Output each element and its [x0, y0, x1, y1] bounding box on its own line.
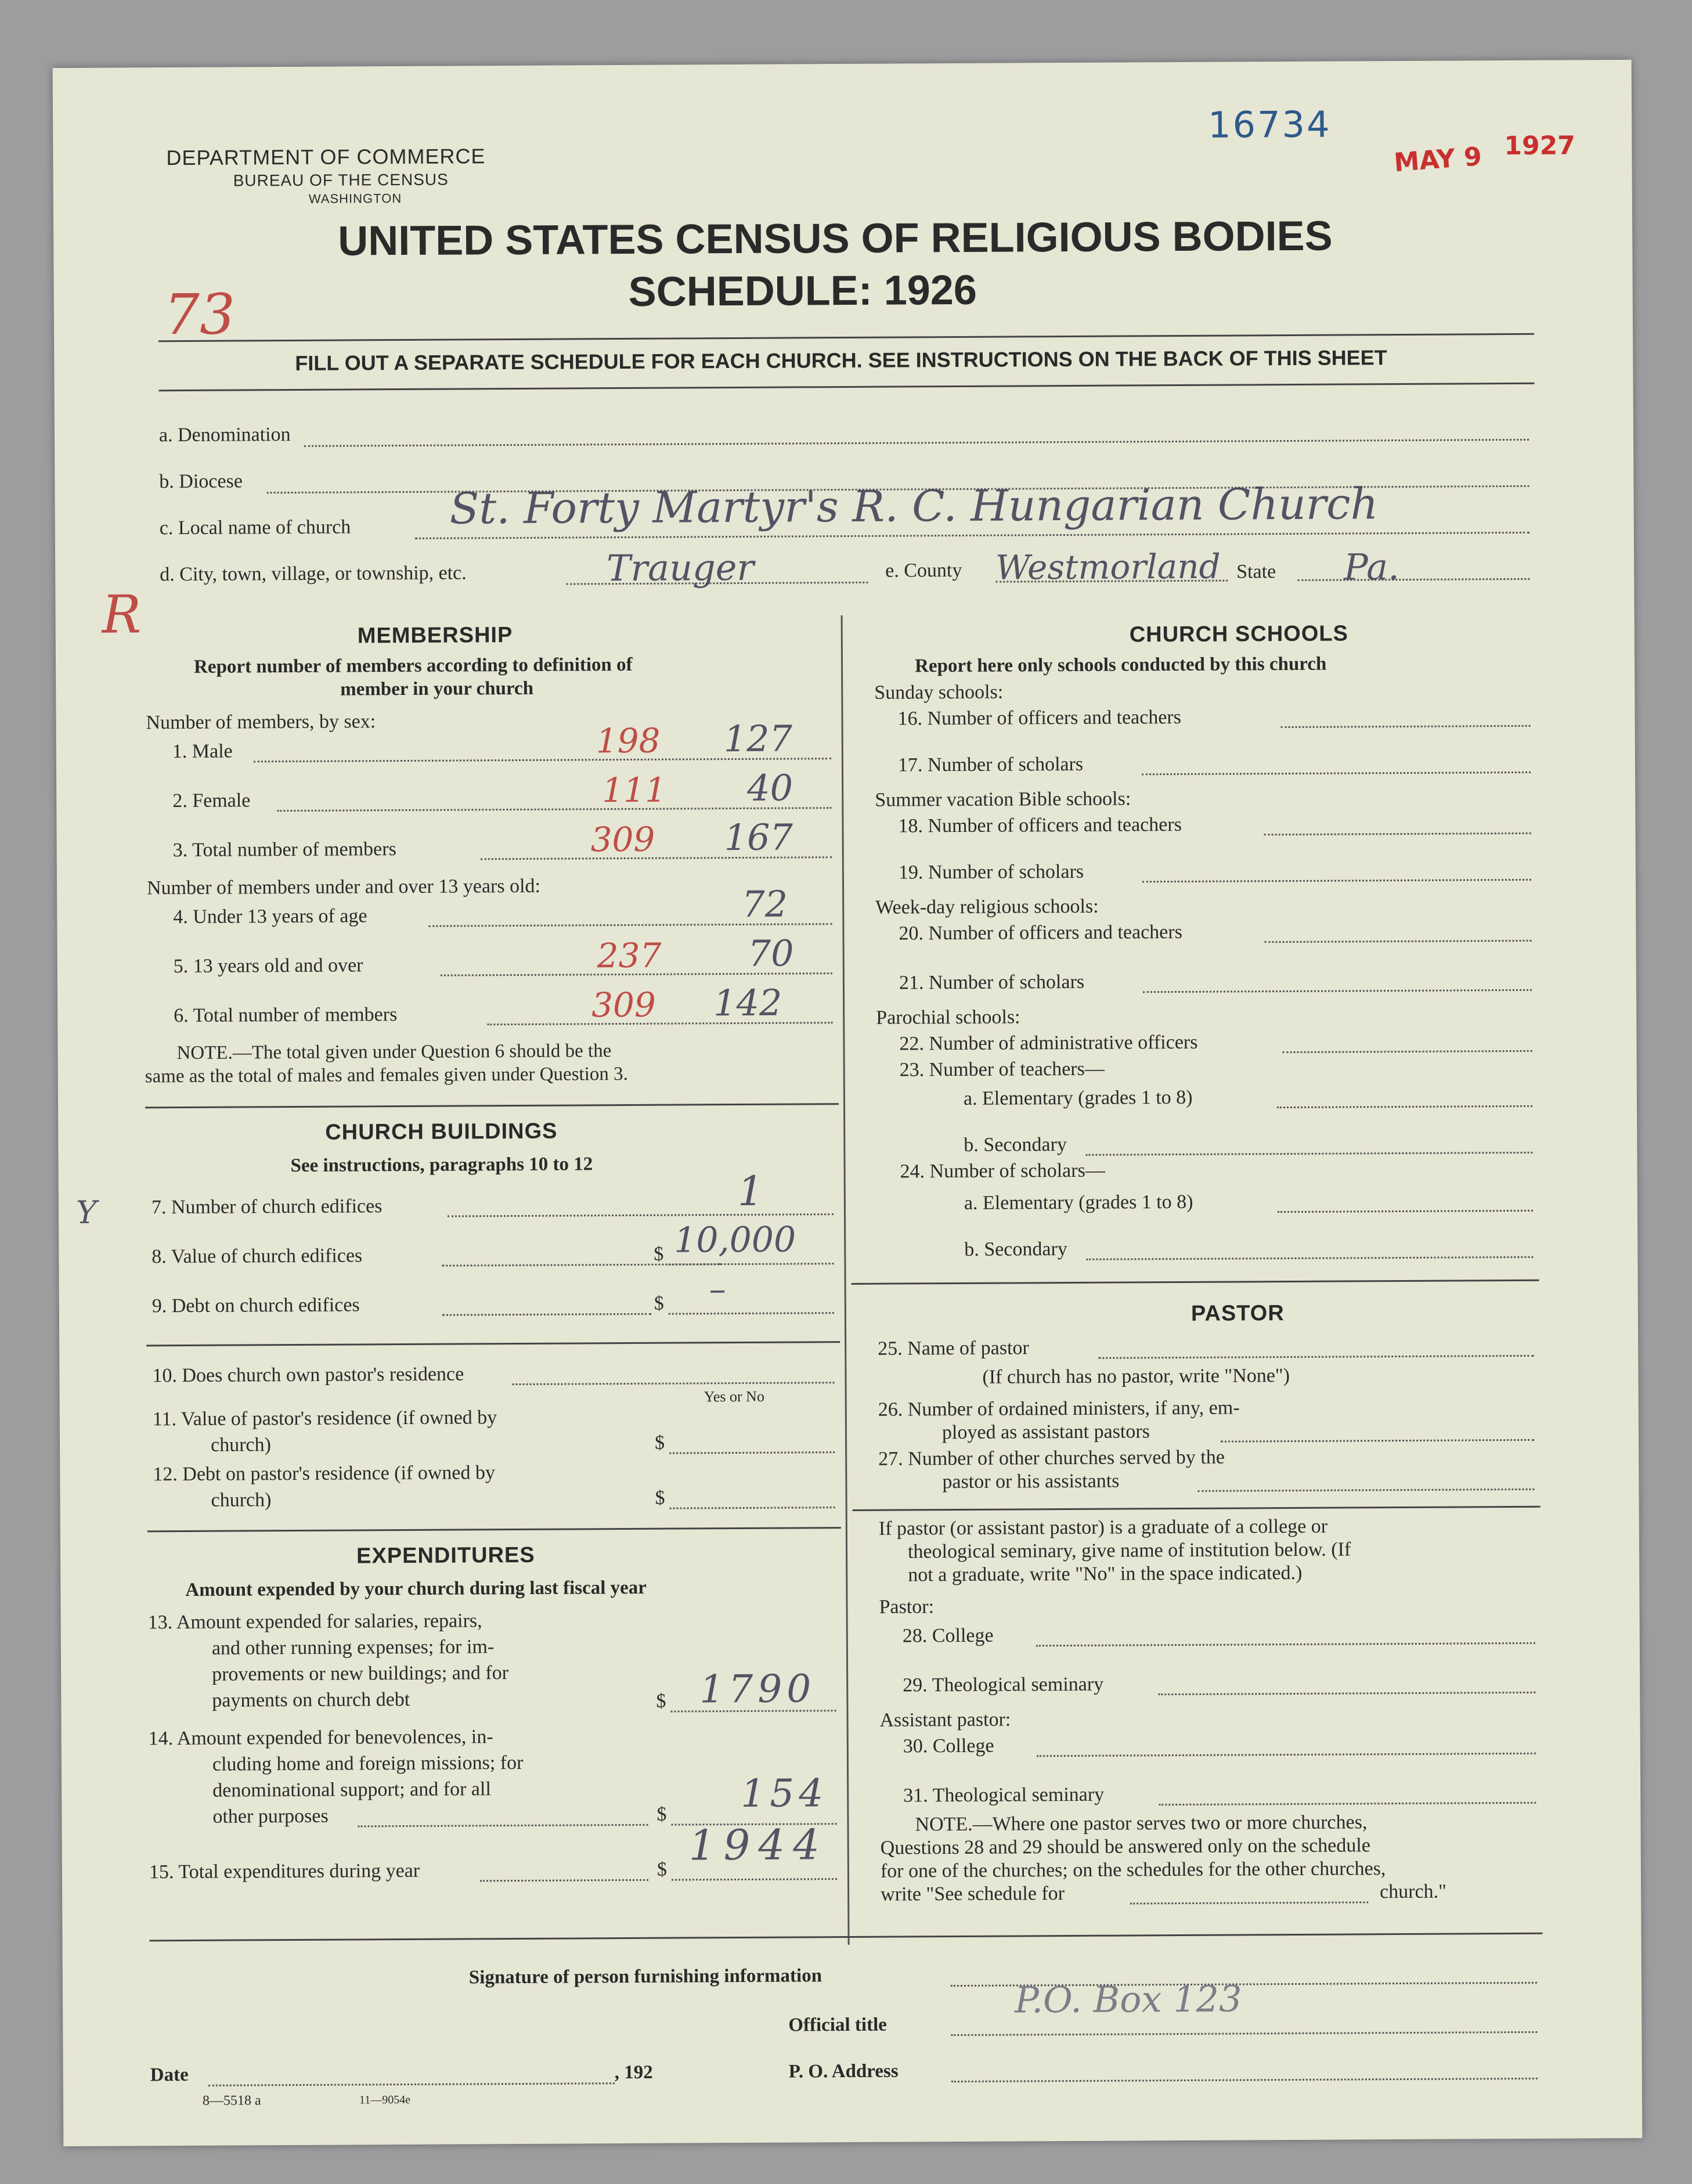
q2-label: 2. Female — [172, 790, 251, 812]
q18-field[interactable] — [1264, 832, 1531, 835]
q23a-field[interactable] — [1277, 1105, 1532, 1108]
q13-value: 1790 — [699, 1666, 816, 1712]
q7-value: 1 — [737, 1167, 764, 1215]
serial-number: 16734 — [1207, 103, 1332, 146]
census-form — [53, 60, 1643, 2146]
q26-label-2: ployed as assistant pastors — [941, 1421, 1150, 1444]
county-label: e. County — [885, 559, 962, 582]
q10-field[interactable] — [513, 1382, 835, 1385]
schools-subtitle: Report here only schools conducted by this church — [914, 653, 1327, 677]
q29-label: 29. Theological seminary — [903, 1673, 1104, 1696]
q23b-label: b. Secondary — [964, 1134, 1067, 1156]
state-value: Pa. — [1343, 546, 1399, 589]
q30-field[interactable] — [1037, 1753, 1536, 1757]
q24b-label: b. Secondary — [964, 1238, 1067, 1260]
margin-mark: 73 — [164, 282, 236, 348]
q3-red-value: 309 — [590, 819, 655, 860]
q6-red-value: 309 — [591, 985, 656, 1025]
q13-label-2: and other running expenses; for im- — [211, 1636, 495, 1659]
expenditures-subtitle: Amount expended by your church during last fiscal year — [185, 1577, 647, 1601]
by-age-label: Number of members under and over 13 years old: — [146, 875, 541, 899]
q24-label: 24. Number of scholars— — [900, 1159, 1105, 1183]
q1-ink-value: 127 — [723, 717, 793, 761]
q20-field[interactable] — [1265, 940, 1532, 943]
q6-ink-value: 142 — [713, 981, 782, 1025]
q24a-label: a. Elementary (grades 1 to 8) — [964, 1191, 1193, 1214]
official-title-field[interactable] — [951, 2031, 1537, 2036]
q9-dollar: $ — [654, 1292, 664, 1314]
see-schedule-field[interactable] — [1130, 1901, 1368, 1904]
q5-red-value: 237 — [597, 935, 662, 976]
q13-label-1: 13. Amount expended for salaries, repairs, — [147, 1610, 482, 1634]
q22-label: 22. Number of administrative officers — [899, 1031, 1198, 1055]
q4-label: 4. Under 13 years of age — [173, 905, 367, 928]
q13-dollar: $ — [656, 1690, 666, 1712]
q27-label-1: 27. Number of other churches served by the — [878, 1446, 1225, 1470]
q1-label: 1. Male — [172, 740, 233, 763]
q28-field[interactable] — [1036, 1642, 1535, 1647]
grad-note-3: not a graduate, write "No" in the space indicated.) — [908, 1562, 1303, 1586]
q14-label-4: other purposes — [212, 1805, 329, 1828]
q8-field[interactable] — [668, 1263, 834, 1265]
q12-dollar: $ — [655, 1487, 665, 1509]
q15-field[interactable] — [672, 1878, 837, 1880]
q14-label-3: denominational support; and for all — [212, 1778, 491, 1801]
state-label: State — [1236, 561, 1276, 583]
schools-title: CHURCH SCHOOLS — [1129, 621, 1349, 647]
buildings-subtitle: See instructions, paragraphs 10 to 12 — [290, 1154, 593, 1177]
q13-label-4: payments on church debt — [212, 1688, 410, 1711]
form-schedule: SCHEDULE: 1926 — [628, 266, 977, 315]
q26-field[interactable] — [1221, 1439, 1534, 1443]
grad-note-1: If pastor (or assistant pastor) is a graduate of a college or — [878, 1515, 1328, 1540]
q26-label-1: 26. Number of ordained ministers, if any, em- — [878, 1397, 1240, 1421]
q23b-field[interactable] — [1085, 1152, 1532, 1156]
q22-field[interactable] — [1283, 1050, 1532, 1053]
summer-schools-label: Summer vacation Bible schools: — [875, 788, 1131, 811]
q9-field[interactable] — [669, 1312, 834, 1314]
q23-label: 23. Number of teachers— — [899, 1058, 1105, 1081]
q11-label-1: 11. Value of pastor's residence (if owned by — [152, 1407, 497, 1430]
official-title-value: P.O. Box 123 — [1014, 1977, 1242, 2021]
expenditures-title: EXPENDITURES — [356, 1543, 535, 1569]
q27-field[interactable] — [1197, 1489, 1534, 1492]
membership-note-2: same as the total of males and females given under Question 3. — [145, 1063, 628, 1087]
q10-label: 10. Does church own pastor's residence — [152, 1363, 464, 1387]
q28-label: 28. College — [902, 1624, 994, 1647]
state-field[interactable] — [1297, 578, 1529, 581]
q7-label: 7. Number of church edifices — [151, 1195, 383, 1219]
q24b-field[interactable] — [1086, 1256, 1533, 1260]
signature-label: Signature of person furnishing information — [468, 1965, 822, 1988]
q5-ink-value: 70 — [748, 932, 794, 975]
q14-dots — [358, 1824, 648, 1828]
pastor-note-5: church." — [1380, 1880, 1447, 1903]
q5-label: 5. 13 years old and over — [173, 954, 363, 978]
weekday-schools-label: Week-day religious schools: — [875, 895, 1099, 918]
date-stamp-year: 1927 — [1504, 131, 1575, 161]
date-stamp: MAY 9 — [1392, 142, 1483, 178]
pastor-title: PASTOR — [1190, 1301, 1285, 1326]
q12-label-2: church) — [211, 1489, 272, 1511]
q4-ink-value: 72 — [742, 882, 788, 925]
bureau-label: BUREAU OF THE CENSUS — [233, 170, 449, 190]
q11-label-2: church) — [210, 1434, 271, 1456]
q11-dollar: $ — [654, 1432, 665, 1454]
q25-field[interactable] — [1098, 1355, 1534, 1359]
q21-label: 21. Number of scholars — [899, 971, 1085, 994]
form-number: 8—5518 a — [202, 2093, 261, 2109]
q16-field[interactable] — [1281, 725, 1531, 728]
membership-subtitle-2: member in your church — [340, 677, 534, 700]
q30-label: 30. College — [903, 1735, 994, 1757]
city-label: WASHINGTON — [308, 190, 402, 206]
q19-field[interactable] — [1142, 879, 1531, 883]
q15-dollar: $ — [656, 1858, 668, 1880]
q2-ink-value: 40 — [746, 766, 793, 809]
q15-label: 15. Total expenditures during year — [149, 1859, 420, 1883]
q7-field[interactable] — [448, 1213, 834, 1217]
official-title-label: Official title — [788, 2014, 887, 2036]
membership-title: MEMBERSHIP — [357, 623, 513, 648]
pastor-note-4: write "See schedule for — [881, 1883, 1065, 1905]
form-title: UNITED STATES CENSUS OF RELIGIOUS BODIES — [338, 212, 1333, 265]
q29-field[interactable] — [1158, 1692, 1535, 1695]
buildings-title: CHURCH BUILDINGS — [325, 1119, 558, 1145]
date-year-label: , 192 — [614, 2062, 653, 2084]
church-name-value: St. Forty Martyr's R. C. Hungarian Church — [449, 479, 1379, 534]
q13-label-3: provements or new buildings; and for — [212, 1662, 509, 1685]
q14-dollar: $ — [656, 1803, 667, 1825]
q24a-field[interactable] — [1278, 1210, 1533, 1213]
q9-dots — [442, 1313, 651, 1316]
q8-dollar: $ — [654, 1243, 664, 1265]
grad-note-2: theological seminary, give name of institution below. (If — [907, 1538, 1351, 1563]
print-number: 11—9054e — [359, 2093, 411, 2107]
q25-label: 25. Name of pastor — [878, 1337, 1029, 1360]
q21-field[interactable] — [1143, 989, 1532, 993]
q15-value: 1944 — [688, 1820, 828, 1870]
q9-value: – — [709, 1269, 726, 1309]
county-value: Westmorland — [995, 546, 1221, 588]
q1-red-value: 198 — [596, 720, 661, 761]
po-address-field[interactable] — [951, 2078, 1538, 2082]
sunday-schools-label: Sunday schools: — [874, 681, 1004, 704]
yes-no-hint: Yes or No — [704, 1387, 765, 1405]
q17-field[interactable] — [1142, 772, 1531, 776]
date-field[interactable] — [208, 2082, 615, 2086]
q18-label: 18. Number of officers and teachers — [898, 813, 1182, 837]
date-label: Date — [150, 2064, 189, 2086]
po-address-label: P. O. Address — [788, 2060, 899, 2082]
form-instruction: FILL OUT A SEPARATE SCHEDULE FOR EACH CHURCH. SEE INSTRUCTIONS ON THE BACK OF THIS SHEET — [295, 345, 1387, 375]
pastor-note-2: Questions 28 and 29 should be answered only on the schedule — [880, 1835, 1370, 1859]
diocese-label: b. Diocese — [159, 470, 243, 493]
assistant-sub-label: Assistant pastor: — [879, 1709, 1011, 1731]
q8-label: 8. Value of church edifices — [151, 1245, 363, 1268]
pastor-note-1: NOTE.—Where one pastor serves two or more churches, — [915, 1811, 1368, 1836]
margin-note-y: Y — [75, 1194, 97, 1231]
q19-label: 19. Number of scholars — [898, 860, 1084, 884]
q20-label: 20. Number of officers and teachers — [899, 921, 1182, 945]
by-sex-label: Number of members, by sex: — [146, 711, 376, 734]
pastor-note-3: for one of the churches; on the schedules for the other churches, — [880, 1858, 1386, 1882]
denomination-field[interactable] — [304, 439, 1529, 447]
q14-value: 154 — [741, 1771, 828, 1816]
q3-label: 3. Total number of members — [172, 838, 396, 862]
q11-field[interactable] — [669, 1451, 835, 1454]
parochial-schools-label: Parochial schools: — [876, 1006, 1020, 1029]
q12-field[interactable] — [670, 1507, 835, 1509]
q14-label-2: cluding home and foreign missions; for — [212, 1751, 524, 1775]
department-label: DEPARTMENT OF COMMERCE — [166, 144, 486, 170]
q17-label: 17. Number of scholars — [897, 753, 1084, 776]
q16-label: 16. Number of officers and teachers — [897, 706, 1182, 730]
q31-field[interactable] — [1159, 1802, 1536, 1805]
q27-label-2: pastor or his assistants — [942, 1470, 1120, 1493]
q12-label-1: 12. Debt on pastor's residence (if owned by — [153, 1462, 496, 1486]
membership-subtitle-1: Report number of members according to definition of — [193, 654, 633, 677]
margin-r-mark: R — [102, 584, 142, 646]
q2-red-value: 111 — [601, 770, 667, 810]
q23a-label: a. Elementary (grades 1 to 8) — [963, 1086, 1193, 1109]
q15-dots — [480, 1879, 648, 1882]
q14-label-1: 14. Amount expended for benevolences, in- — [148, 1726, 493, 1750]
city-label-field: d. City, town, village, or township, etc. — [160, 562, 467, 586]
q9-label: 9. Debt on church edifices — [151, 1294, 360, 1317]
q3-ink-value: 167 — [724, 816, 793, 859]
q25-note: (If church has no pastor, write "None") — [982, 1365, 1290, 1388]
q31-label: 31. Theological seminary — [903, 1783, 1105, 1807]
q6-label: 6. Total number of members — [174, 1004, 398, 1027]
q8-value: 10,000 — [674, 1219, 796, 1261]
membership-note-1: NOTE.—The total given under Question 6 should be the — [176, 1040, 612, 1064]
city-value: Trauger — [606, 546, 755, 590]
pastor-sub-label: Pastor: — [879, 1596, 935, 1618]
church-name-label: c. Local name of church — [159, 516, 351, 539]
denomination-label: a. Denomination — [158, 424, 291, 446]
